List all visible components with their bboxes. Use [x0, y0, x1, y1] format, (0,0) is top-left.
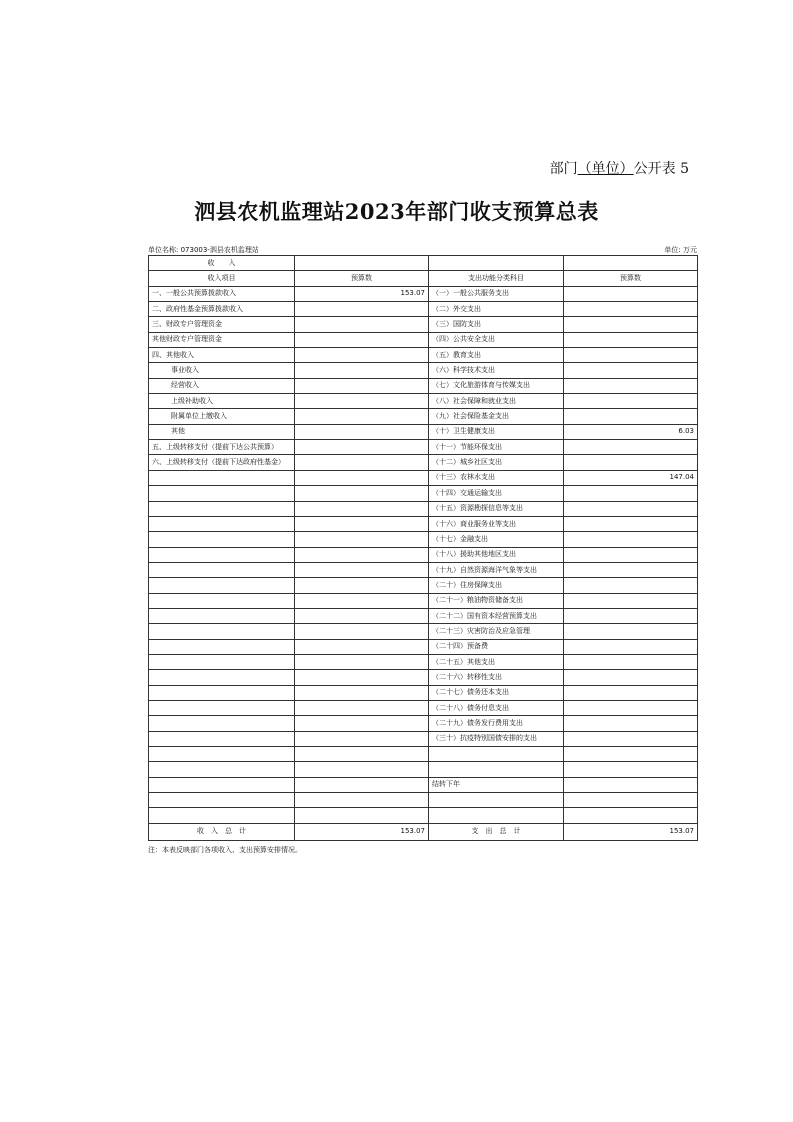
expense-amount-cell: [564, 348, 698, 363]
expense-amount-cell: [564, 762, 698, 777]
expense-item-cell: （十九）自然资源海洋气象等支出: [429, 562, 564, 577]
expense-amount-cell: [564, 286, 698, 301]
income-item-cell: [149, 654, 295, 669]
income-amount-cell: [295, 608, 429, 623]
income-amount-cell: [295, 578, 429, 593]
expense-amount-cell: [564, 593, 698, 608]
income-item-cell: 附属单位上缴收入: [149, 409, 295, 424]
table-row: [149, 593, 698, 608]
header-blank: [429, 256, 564, 271]
table-row: [149, 409, 698, 424]
expense-amount-cell: [564, 317, 698, 332]
expense-item-cell: [429, 747, 564, 762]
expense-amount-cell: [564, 793, 698, 808]
table-row: [149, 639, 698, 654]
expense-amount-cell: [564, 532, 698, 547]
header-blank: [295, 256, 429, 271]
table-row: [149, 670, 698, 685]
expense-amount-cell: [564, 731, 698, 746]
income-amount-cell: [295, 731, 429, 746]
expense-amount-cell: [564, 516, 698, 531]
expense-item-header: 支出功能分类科目: [429, 271, 564, 286]
expense-amount-cell: [564, 716, 698, 731]
income-amount-cell: [295, 486, 429, 501]
expense-item-cell: （二十六）转移性支出: [429, 670, 564, 685]
expense-amount-cell: [564, 562, 698, 577]
doc-code-suffix: 公开表 5: [633, 161, 689, 177]
table-row: [149, 440, 698, 455]
table-row: [149, 332, 698, 347]
unit-name: 单位名称: 073003-泗县农机监理站: [148, 246, 259, 254]
table-row: [149, 302, 698, 317]
expense-item-cell: （二十九）债务发行费用支出: [429, 716, 564, 731]
income-amount-cell: [295, 777, 429, 792]
expense-item-cell: （十八）援助其他地区支出: [429, 547, 564, 562]
expense-item-cell: （二）外交支出: [429, 302, 564, 317]
income-amount-cell: [295, 639, 429, 654]
income-amount-cell: [295, 716, 429, 731]
table-row: [149, 624, 698, 639]
expense-item-cell: （十一）节能环保支出: [429, 440, 564, 455]
income-item-cell: [149, 793, 295, 808]
income-amount-cell: [295, 562, 429, 577]
income-amount-cell: [295, 394, 429, 409]
income-item-cell: 经营收入: [149, 378, 295, 393]
income-item-cell: 一、一般公共预算拨款收入: [149, 286, 295, 301]
expense-amount-cell: [564, 685, 698, 700]
income-item-cell: [149, 808, 295, 823]
expense-item-cell: （十四）交通运输支出: [429, 486, 564, 501]
table-row: [149, 470, 698, 485]
income-item-cell: [149, 501, 295, 516]
table-row: [149, 685, 698, 700]
income-amount-cell: [295, 685, 429, 700]
expense-total-label: 支 出 总 计: [429, 823, 564, 840]
income-item-cell: [149, 562, 295, 577]
income-item-cell: [149, 777, 295, 792]
expense-item-cell: （八）社会保障和就业支出: [429, 394, 564, 409]
income-amount-cell: [295, 700, 429, 715]
income-amount-cell: [295, 593, 429, 608]
table-meta: [148, 245, 697, 255]
table-row: [149, 578, 698, 593]
table-row: [149, 501, 698, 516]
income-amount-cell: [295, 378, 429, 393]
budget-table: [148, 255, 698, 841]
income-group-header: 收 入: [149, 256, 295, 271]
footnote: 注：本表反映部门各项收入、支出预算安排情况。: [148, 846, 302, 854]
income-item-cell: [149, 762, 295, 777]
expense-amount-cell: [564, 394, 698, 409]
table-row: [149, 731, 698, 746]
expense-item-cell: [429, 808, 564, 823]
header-row-columns: [149, 271, 698, 286]
table-row: [149, 654, 698, 669]
income-amount-cell: [295, 547, 429, 562]
income-item-cell: [149, 578, 295, 593]
income-amount-cell: [295, 424, 429, 439]
table-row: [149, 608, 698, 623]
totals-row: [149, 823, 698, 840]
expense-amount-header: 预算数: [564, 271, 698, 286]
currency-unit: 单位: 万元: [664, 246, 697, 254]
income-amount-cell: [295, 762, 429, 777]
expense-amount-cell: [564, 455, 698, 470]
income-amount-cell: [295, 332, 429, 347]
expense-amount-cell: [564, 654, 698, 669]
table-row: [149, 424, 698, 439]
expense-item-cell: （十二）城乡社区支出: [429, 455, 564, 470]
income-item-cell: 六、上级转移支付（提前下达政府性基金）: [149, 455, 295, 470]
table-row: [149, 808, 698, 823]
table-row: [149, 378, 698, 393]
expense-item-cell: （二十四）预备费: [429, 639, 564, 654]
table-row: [149, 532, 698, 547]
income-item-cell: [149, 547, 295, 562]
income-amount-cell: [295, 363, 429, 378]
table-row: [149, 547, 698, 562]
income-item-cell: 其他财政专户管理资金: [149, 332, 295, 347]
table-row: [149, 716, 698, 731]
expense-item-cell: （十三）农林水支出: [429, 470, 564, 485]
expense-amount-cell: 147.04: [564, 470, 698, 485]
expense-item-cell: （二十八）债务付息支出: [429, 700, 564, 715]
income-amount-cell: [295, 440, 429, 455]
income-amount-cell: [295, 501, 429, 516]
table-row: [149, 516, 698, 531]
expense-amount-cell: [564, 486, 698, 501]
income-amount-cell: [295, 654, 429, 669]
doc-code-unit: （单位）: [577, 161, 634, 177]
expense-item-cell: （三十）抗疫特别国债安排的支出: [429, 731, 564, 746]
expense-item-cell: （二十三）灾害防治及应急管理: [429, 624, 564, 639]
income-item-cell: [149, 685, 295, 700]
income-item-cell: [149, 516, 295, 531]
expense-item-cell: （十五）资源勘探信息等支出: [429, 501, 564, 516]
income-amount-cell: [295, 317, 429, 332]
expense-amount-cell: [564, 670, 698, 685]
income-item-cell: 五、上级转移支付（提前下达公共预算）: [149, 440, 295, 455]
income-amount-cell: [295, 470, 429, 485]
income-item-cell: [149, 670, 295, 685]
table-row: [149, 394, 698, 409]
expense-amount-cell: [564, 409, 698, 424]
doc-code-prefix: 部门: [549, 161, 578, 177]
table-row: [149, 762, 698, 777]
table-row: [149, 348, 698, 363]
expense-item-cell: （四）公共安全支出: [429, 332, 564, 347]
expense-amount-cell: [564, 808, 698, 823]
expense-item-cell: [429, 762, 564, 777]
table-row: [149, 777, 698, 792]
expense-total-value: 153.07: [564, 823, 698, 840]
expense-amount-cell: [564, 639, 698, 654]
income-amount-cell: [295, 409, 429, 424]
expense-item-cell: （七）文化旅游体育与传媒支出: [429, 378, 564, 393]
income-amount-cell: [295, 516, 429, 531]
expense-item-cell: 结转下年: [429, 777, 564, 792]
expense-item-cell: （十七）金融支出: [429, 532, 564, 547]
document-code: [550, 158, 689, 178]
expense-amount-cell: [564, 501, 698, 516]
income-item-cell: [149, 486, 295, 501]
expense-amount-cell: 6.03: [564, 424, 698, 439]
page-title: 泗县农机监理站2023年部门收支预算总表: [194, 199, 599, 224]
income-item-cell: [149, 532, 295, 547]
expense-amount-cell: [564, 547, 698, 562]
income-item-cell: [149, 639, 295, 654]
expense-amount-cell: [564, 378, 698, 393]
income-item-cell: [149, 593, 295, 608]
table-row: [149, 317, 698, 332]
income-item-cell: 四、其他收入: [149, 348, 295, 363]
income-total-label: 收 入 总 计: [149, 823, 295, 840]
income-item-cell: 上级补助收入: [149, 394, 295, 409]
expense-amount-cell: [564, 578, 698, 593]
income-amount-header: 预算数: [295, 271, 429, 286]
income-amount-cell: [295, 670, 429, 685]
income-item-cell: 其他: [149, 424, 295, 439]
header-row-group: [149, 256, 698, 271]
income-item-cell: [149, 700, 295, 715]
income-item-cell: [149, 608, 295, 623]
table-row: [149, 562, 698, 577]
table-row: [149, 747, 698, 762]
expense-item-cell: [429, 793, 564, 808]
income-amount-cell: [295, 302, 429, 317]
expense-item-cell: （二十二）国有资本经营预算支出: [429, 608, 564, 623]
table-row: [149, 286, 698, 301]
expense-item-cell: （二十）住房保障支出: [429, 578, 564, 593]
income-amount-cell: 153.07: [295, 286, 429, 301]
expense-item-cell: （二十五）其他支出: [429, 654, 564, 669]
expense-item-cell: （五）教育支出: [429, 348, 564, 363]
expense-amount-cell: [564, 608, 698, 623]
expense-item-cell: （十）卫生健康支出: [429, 424, 564, 439]
income-item-cell: [149, 624, 295, 639]
table-row: [149, 793, 698, 808]
header-blank: [564, 256, 698, 271]
table-row: [149, 700, 698, 715]
expense-item-cell: （二十一）粮油物资储备支出: [429, 593, 564, 608]
expense-amount-cell: [564, 777, 698, 792]
income-amount-cell: [295, 793, 429, 808]
income-amount-cell: [295, 747, 429, 762]
table-row: [149, 363, 698, 378]
income-item-cell: [149, 747, 295, 762]
expense-amount-cell: [564, 302, 698, 317]
income-amount-cell: [295, 808, 429, 823]
income-total-value: 153.07: [295, 823, 429, 840]
income-item-cell: 三、财政专户管理资金: [149, 317, 295, 332]
income-amount-cell: [295, 455, 429, 470]
expense-amount-cell: [564, 747, 698, 762]
income-item-header: 收入项目: [149, 271, 295, 286]
expense-item-cell: （九）社会保险基金支出: [429, 409, 564, 424]
expense-amount-cell: [564, 363, 698, 378]
expense-item-cell: （十六）商业服务业等支出: [429, 516, 564, 531]
expense-amount-cell: [564, 700, 698, 715]
expense-amount-cell: [564, 440, 698, 455]
expense-item-cell: （一）一般公共服务支出: [429, 286, 564, 301]
expense-amount-cell: [564, 332, 698, 347]
income-item-cell: [149, 470, 295, 485]
expense-item-cell: （六）科学技术支出: [429, 363, 564, 378]
expense-amount-cell: [564, 624, 698, 639]
income-item-cell: [149, 731, 295, 746]
expense-item-cell: （二十七）债务还本支出: [429, 685, 564, 700]
income-amount-cell: [295, 624, 429, 639]
expense-item-cell: （三）国防支出: [429, 317, 564, 332]
income-item-cell: 二、政府性基金预算拨款收入: [149, 302, 295, 317]
income-amount-cell: [295, 348, 429, 363]
income-item-cell: 事业收入: [149, 363, 295, 378]
table-row: [149, 455, 698, 470]
income-item-cell: [149, 716, 295, 731]
income-amount-cell: [295, 532, 429, 547]
table-row: [149, 486, 698, 501]
